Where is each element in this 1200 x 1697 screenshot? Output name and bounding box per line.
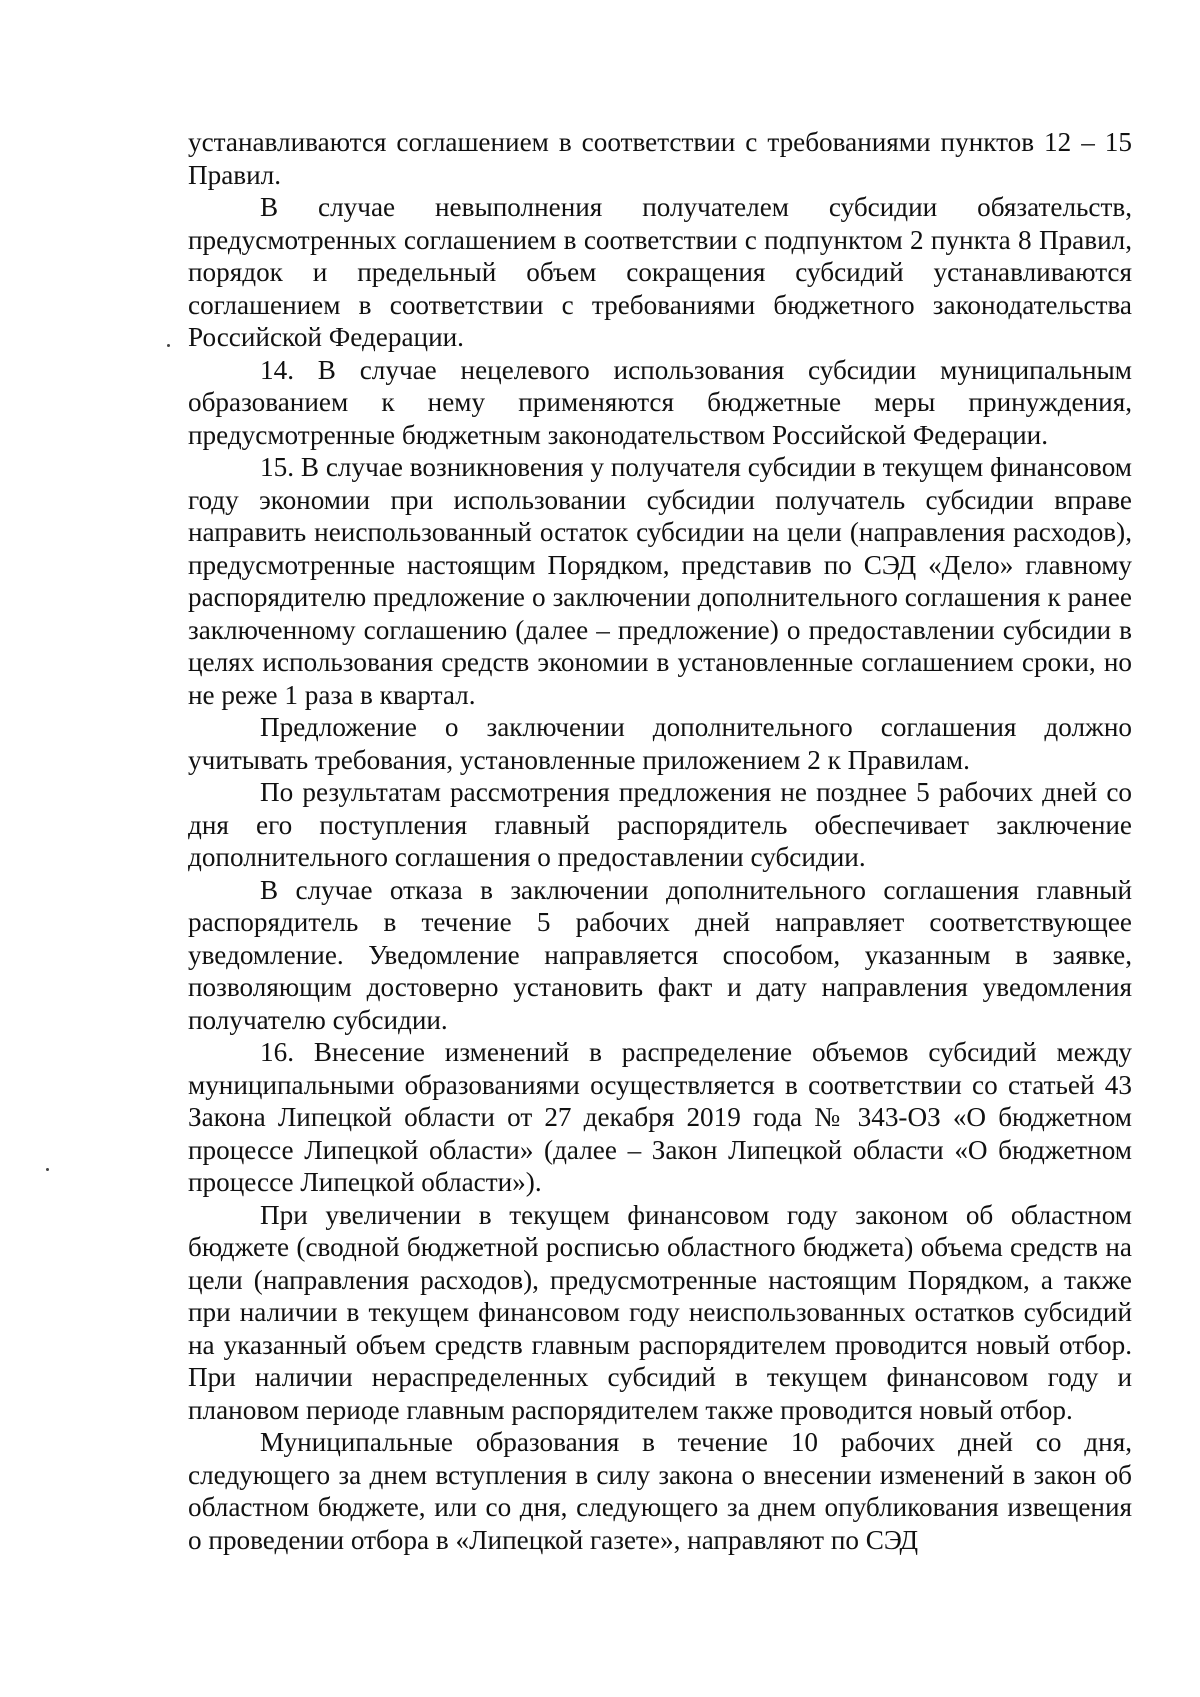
paragraph-item-14: 14. В случае нецелевого использования субсидии муниципальным образованием к нему применяются бюджетные меры принуждения, предусмотренные бюджетным законодательством Российской Федерации.	[188, 354, 1132, 450]
scan-speck	[46, 1168, 49, 1171]
paragraph-item-16: 16. Внесение изменений в распределение объемов субсидий между муниципальными образованиями осуществляется в соответствии со статьей 43 Закона Липецкой области от 27 декабря 2019 года № 343-ОЗ «О бюджетном процессе Липецкой области» (далее – Закон Липецкой области «О бюджетном процессе Липецкой области»).	[188, 1037, 1132, 1197]
document-body	[188, 126, 1132, 1556]
scan-speck	[167, 344, 170, 347]
paragraph-item-15: 15. В случае возникновения у получателя субсидии в текущем финансовом году экономии при использовании субсидии получатель субсидии вправе направить неиспользованный остаток субсидии на цели (направления расходов), предусмотренные настоящим Порядком, представив по СЭД «Дело» главному распорядителю предложение о заключении дополнительного соглашения к ранее заключенному соглашению (далее – предложение) о предоставлении субсидии в целях использования средств экономии в установленные соглашением сроки, но не реже 1 раза в квартал.	[188, 452, 1132, 710]
paragraph-continuation: устанавливаются соглашением в соответствии с требованиями пунктов 12 – 15 Правил.	[188, 127, 1132, 190]
paragraph: По результатам рассмотрения предложения не позднее 5 рабочих дней со дня его поступления главный распорядитель обеспечивает заключение дополнительного соглашения о предоставлении субсидии.	[188, 777, 1132, 872]
paragraph: В случае невыполнения получателем субсидии обязательств, предусмотренных соглашением в соответствии с подпунктом 2 пункта 8 Правил, порядок и предельный объем сокращения субсидий устанавливаются соглашением в соответствии с требованиями бюджетного законодательства Российской Федерации.	[188, 192, 1132, 352]
paragraph: Предложение о заключении дополнительного соглашения должно учитывать требования, установленные приложением 2 к Правилам.	[188, 712, 1132, 775]
paragraph: В случае отказа в заключении дополнительного соглашения главный распорядитель в течение 5 рабочих дней направляет соответствующее уведомление. Уведомление направляется способом, указанным в заявке, позволяющим достоверно установить факт и дату направления уведомления получателю субсидии.	[188, 874, 1132, 1035]
paragraph-last: Муниципальные образования в течение 10 рабочих дней со дня, следующего за днем вступления в силу закона о внесении изменений в закон об областном бюджете, или со дня, следующего за днем опубликования извещения о проведении отбора в «Липецкой газете», направляют по СЭД	[188, 1427, 1132, 1555]
paragraph: При увеличении в текущем финансовом году законом об областном бюджете (сводной бюджетной росписью областного бюджета) объема средств на цели (направления расходов), предусмотренные настоящим Порядком, а также при наличии в текущем финансовом году неиспользованных остатков субсидий на указанный объем средств главным распорядителем проводится новый отбор. При наличии нераспределенных субсидий в текущем финансовом году и плановом периоде главным распорядителем также проводится новый отбор.	[188, 1199, 1132, 1425]
